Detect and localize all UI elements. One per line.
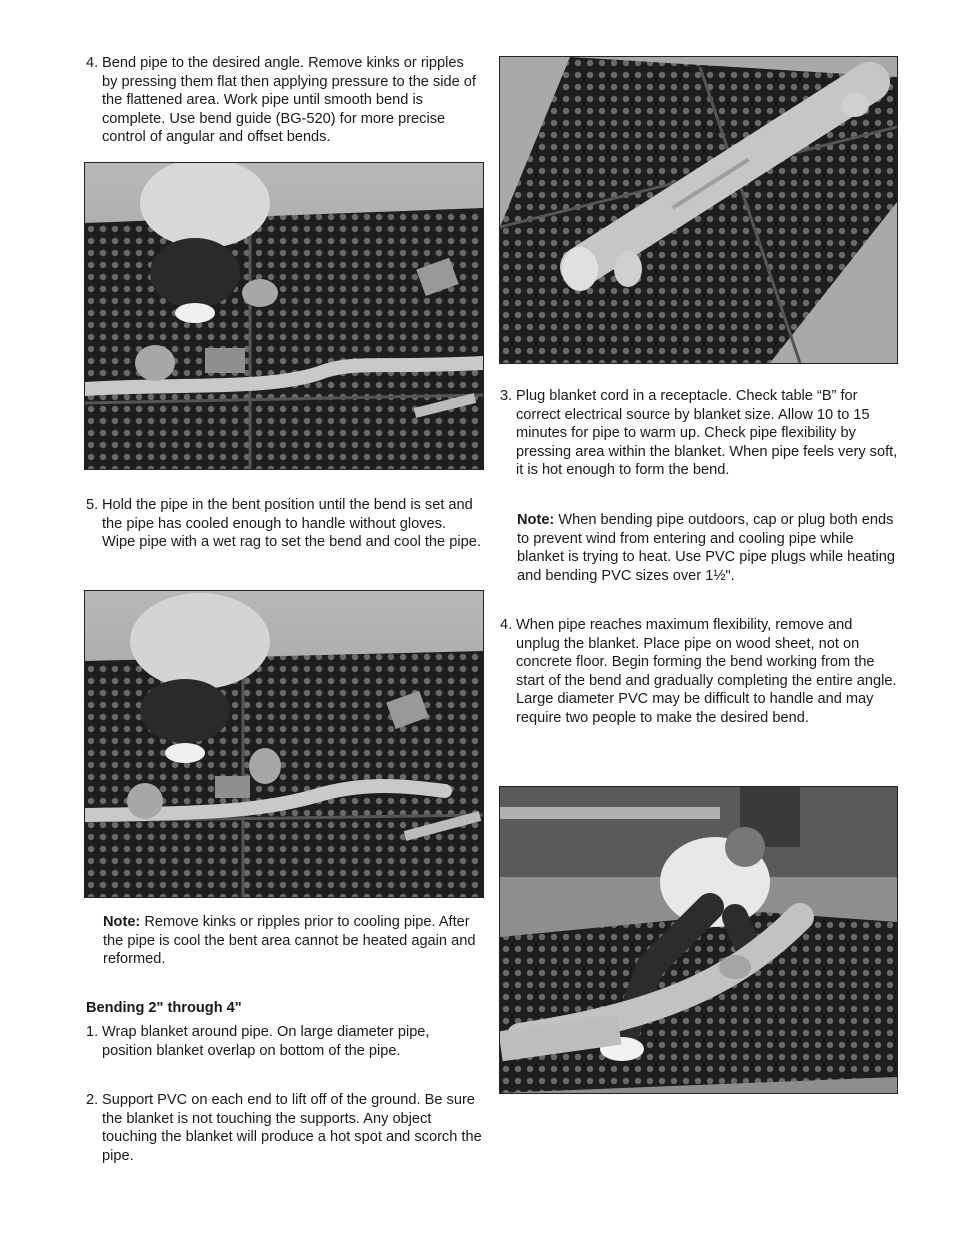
step-2-support-pvc <box>86 1091 482 1165</box>
step-text: Bend pipe to the desired angle. Remove kinks or ripples by pressing them flat then applying pressure to the side of the flattened area. Work pipe until smooth bend is complete. Use bend guide (BG-520) for more precise control of angular and offset bends. <box>102 55 476 146</box>
section-heading: Bending 2" through 4" <box>86 1000 242 1016</box>
step-number: 2. <box>86 1092 99 1108</box>
step-text: Plug blanket cord in a receptacle. Check table “B” for correct electrical source by blanket size. Allow 10 to 15 minutes for pipe to warm up. Check pipe flexibility by pressing area within the blanket. When pipe feels very soft, it is hot enough to form the bend. <box>516 388 898 479</box>
step-number: 3. <box>500 388 513 404</box>
note-text: When bending pipe outdoors, cap or plug both ends to prevent wind from entering and cooling pipe while blanket is trying to heat. Use PVC pipe plugs while heating and bending PVC sizes over 1½". <box>517 512 896 584</box>
step-number: 4. <box>500 617 513 633</box>
step-4-bend-pipe <box>86 54 482 147</box>
step-3-plug-blanket <box>500 387 900 480</box>
note-outdoors <box>517 511 900 585</box>
photo-wiping-pipe-with-rag <box>84 590 484 898</box>
step-1-wrap-blanket <box>86 1023 482 1060</box>
step-text: Wrap blanket around pipe. On large diameter pipe, position blanket overlap on bottom of the pipe. <box>102 1024 430 1059</box>
step-text: Hold the pipe in the bent position until the bend is set and the pipe has cooled enough to handle without gloves. Wipe pipe with a wet rag to set the bend and cool the pipe. <box>102 497 481 551</box>
photo-pipe-with-plugs-image <box>500 57 897 363</box>
photo-wiping-pipe-with-rag-image <box>85 591 483 897</box>
note-text: Remove kinks or ripples prior to cooling pipe. After the pipe is cool the bent area cannot be heated again and reformed. <box>103 914 476 968</box>
note-cooling <box>103 913 483 969</box>
photo-bending-large-pvc <box>499 786 898 1094</box>
step-text: When pipe reaches maximum flexibility, remove and unplug the blanket. Place pipe on wood sheet, not on concrete floor. Begin forming the bend working from the start of the bend and gradually completing the entire angle. Large diameter PVC may be difficult to handle and may require two people to make the desired bend. <box>516 617 897 726</box>
photo-bending-pipe-with-guide-image <box>85 163 483 469</box>
step-4-form-bend <box>500 616 900 728</box>
photo-pipe-with-plugs <box>499 56 898 364</box>
photo-bending-pipe-with-guide <box>84 162 484 470</box>
step-number: 5. <box>86 497 99 513</box>
note-label: Note: <box>517 512 555 528</box>
step-5-hold-pipe <box>86 496 482 552</box>
note-label: Note: <box>103 914 141 930</box>
step-text: Support PVC on each end to lift off of the ground. Be sure the blanket is not touching the supports. Any object touching the blanket will produce a hot spot and scorch the pipe. <box>102 1092 482 1164</box>
step-number: 4. <box>86 55 99 71</box>
step-number: 1. <box>86 1024 99 1040</box>
photo-bending-large-pvc-image <box>500 787 897 1093</box>
